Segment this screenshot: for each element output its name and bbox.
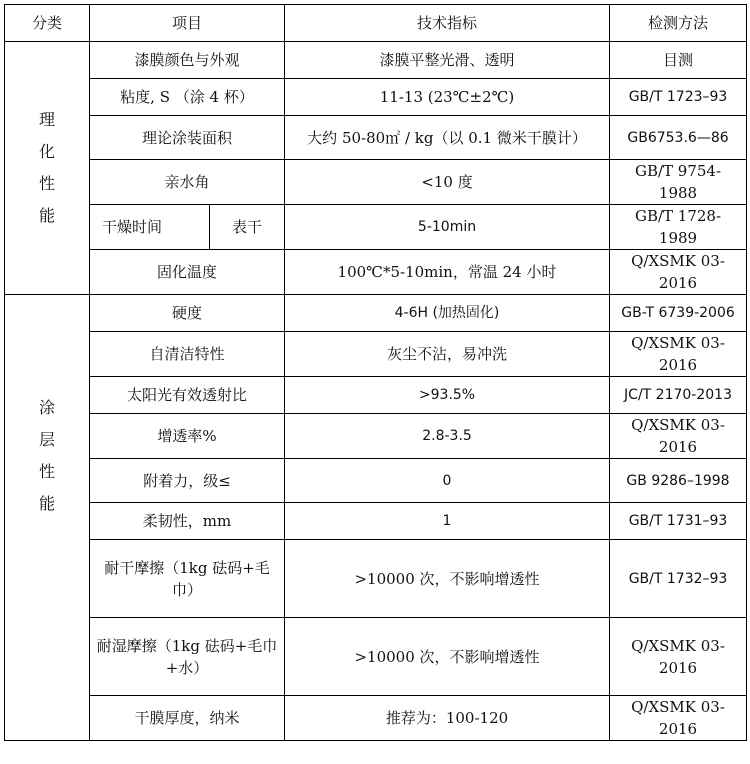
header-method: 检测方法 <box>610 5 747 42</box>
group-continued <box>5 618 90 741</box>
table-row <box>5 205 747 250</box>
spec-cell: >10000 次，不影响增透性 <box>285 618 610 696</box>
item-cell: 自清洁特性 <box>90 332 285 377</box>
method-cell: Q/XSMK 03-2016 <box>610 250 747 295</box>
spec-cell: 灰尘不沾，易冲洗 <box>285 332 610 377</box>
header-category: 分类 <box>5 5 90 42</box>
item-cell: 耐干摩擦（1kg 砝码+毛巾） <box>90 540 285 618</box>
spec-cell: 11-13 (23℃±2℃) <box>285 79 610 116</box>
method-cell: Q/XSMK 03-2016 <box>610 414 747 459</box>
item-cell: 漆膜颜色与外观 <box>90 42 285 79</box>
method-cell: GB6753.6—86 <box>610 116 747 160</box>
spec-cell: 2.8-3.5 <box>285 414 610 459</box>
table-row <box>5 250 747 295</box>
spec-cell: 1 <box>285 503 610 540</box>
item-cell: 太阳光有效透射比 <box>90 377 285 414</box>
spec-cell: 5-10min <box>285 205 610 250</box>
spec-cell: 100℃*5-10min，常温 24 小时 <box>285 250 610 295</box>
spec-cell: >93.5% <box>285 377 610 414</box>
table-row <box>5 414 747 459</box>
spec-cell: 推荐为：100-120 <box>285 696 610 741</box>
table-row <box>5 503 747 540</box>
method-cell: GB/T 1728-1989 <box>610 205 747 250</box>
item-cell: 耐湿摩擦（1kg 砝码+毛巾+水） <box>90 618 285 696</box>
method-cell: Q/XSMK 03-2016 <box>610 618 747 696</box>
item-cell: 干膜厚度，纳米 <box>90 696 285 741</box>
table-row <box>5 79 747 116</box>
spec-cell: 4-6H (加热固化) <box>285 295 610 332</box>
table-row <box>5 459 747 503</box>
table-row <box>5 618 747 696</box>
item-cell: 附着力，级≤ <box>90 459 285 503</box>
method-cell: Q/XSMK 03-2016 <box>610 332 747 377</box>
group-coating: 涂 层 性 能 <box>5 295 90 618</box>
spec-cell: >10000 次，不影响增透性 <box>285 540 610 618</box>
method-cell: Q/XSMK 03-2016 <box>610 696 747 741</box>
group-physchem: 理 化 性 能 <box>5 42 90 295</box>
method-cell: GB/T 1731–93 <box>610 503 747 540</box>
spec-cell: 大约 50-80㎡ / kg（以 0.1 微米干膜计） <box>285 116 610 160</box>
method-cell: GB/T 9754-1988 <box>610 160 747 205</box>
method-cell: GB/T 1723–93 <box>610 79 747 116</box>
spec-cell: 漆膜平整光滑、透明 <box>285 42 610 79</box>
spec-cell: 0 <box>285 459 610 503</box>
table-row <box>5 332 747 377</box>
item-cell: 理论涂装面积 <box>90 116 285 160</box>
item-cell: 增透率% <box>90 414 285 459</box>
item-cell: 粘度, S （涂 4 杯） <box>90 79 285 116</box>
spec-cell: <10 度 <box>285 160 610 205</box>
item-cell: 柔韧性，mm <box>90 503 285 540</box>
item-cell: 硬度 <box>90 295 285 332</box>
header-row <box>5 5 747 42</box>
table-row <box>5 42 747 79</box>
method-cell: JC/T 2170-2013 <box>610 377 747 414</box>
table-row <box>5 540 747 618</box>
header-spec: 技术指标 <box>285 5 610 42</box>
method-cell: GB-T 6739-2006 <box>610 295 747 332</box>
subitem-cell: 表干 <box>210 205 285 250</box>
header-item: 项目 <box>90 5 285 42</box>
item-cell: 固化温度 <box>90 250 285 295</box>
item-cell: 干燥时间 <box>90 205 210 250</box>
table-row <box>5 160 747 205</box>
method-cell: GB 9286–1998 <box>610 459 747 503</box>
table-row <box>5 696 747 741</box>
table-row <box>5 377 747 414</box>
spec-table <box>4 4 747 741</box>
method-cell: GB/T 1732–93 <box>610 540 747 618</box>
table-row <box>5 295 747 332</box>
method-cell: 目测 <box>610 42 747 79</box>
table-row <box>5 116 747 160</box>
item-cell: 亲水角 <box>90 160 285 205</box>
